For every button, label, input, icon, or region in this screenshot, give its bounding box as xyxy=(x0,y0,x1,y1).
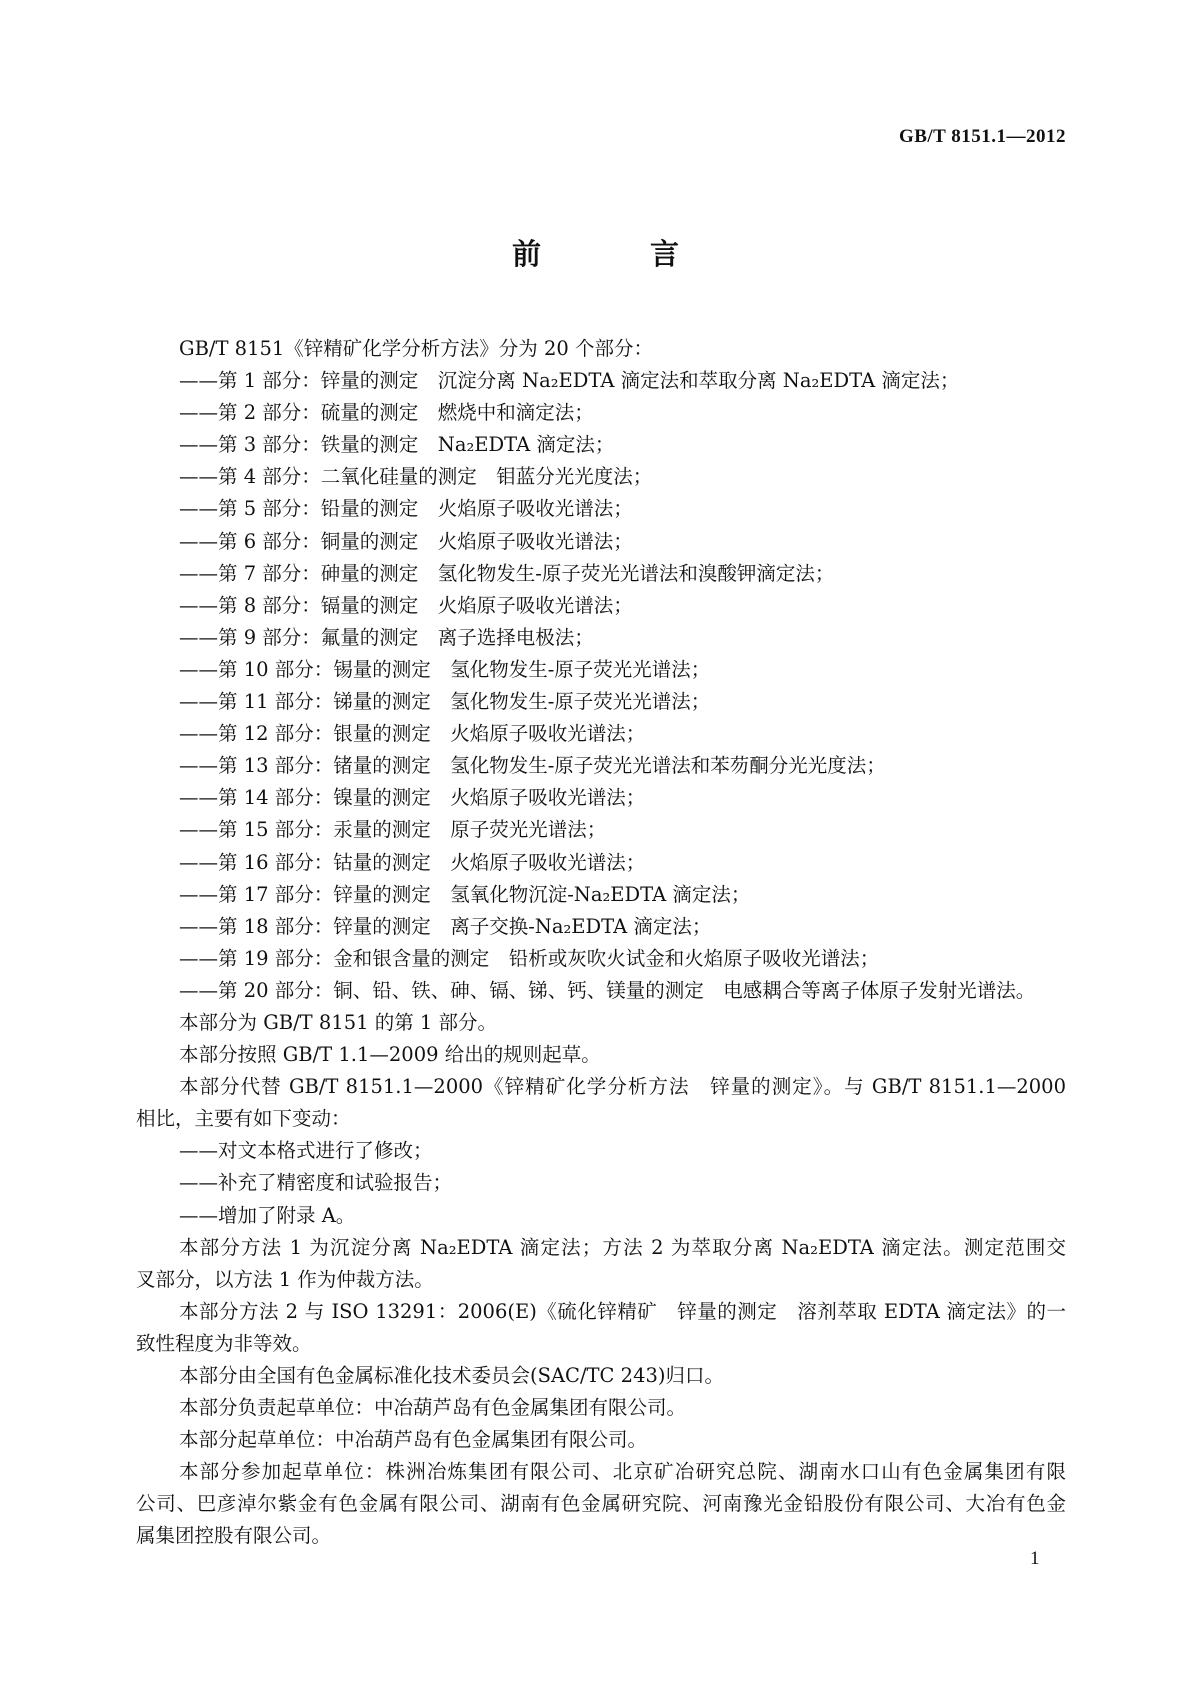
text-line: ——第 7 部分：砷量的测定 氢化物发生-原子荧光光谱法和溴酸钾滴定法； xyxy=(179,561,835,585)
text-line: 本部分由全国有色金属标准化技术委员会(SAC/TC 243)归口。 xyxy=(179,1364,724,1387)
text-line: 本部分方法 1 为沉淀分离 Na₂EDTA 滴定法；方法 2 为萃取分离 Na₂EDTA 滴定法。测定范围交 xyxy=(179,1235,1066,1259)
text-line: ——第 15 部分：汞量的测定 原子荧光光谱法； xyxy=(179,818,607,842)
text-line: GB/T 8151《锌精矿化学分析方法》分为 20 个部分： xyxy=(179,337,654,360)
text-line: ——第 14 部分：镍量的测定 火焰原子吸收光谱法； xyxy=(179,786,646,810)
text-line: 本部分按照 GB/T 1.1—2009 给出的规则起草。 xyxy=(179,1043,601,1067)
text-line: ——第 10 部分：锡量的测定 氢化物发生-原子荧光光谱法； xyxy=(179,657,711,681)
text-line: ——第 1 部分：锌量的测定 沉淀分离 Na₂EDTA 滴定法和萃取分离 Na₂EDTA 滴定法； xyxy=(179,369,960,393)
text-line: ——增加了附录 A。 xyxy=(179,1203,356,1227)
text-line: ——第 19 部分：金和银含量的测定 铅析或灰吹火试金和火焰原子吸收光谱法； xyxy=(179,946,880,970)
page-number: 1 xyxy=(1030,1548,1040,1569)
text-line: 本部分参加起草单位：株洲冶炼集团有限公司、北京矿冶研究总院、湖南水口山有色金属集团有限 xyxy=(179,1460,1066,1484)
text-line: ——第 4 部分：二氧化硅量的测定 钼蓝分光光度法； xyxy=(179,465,653,489)
text-line: ——第 2 部分：硫量的测定 燃烧中和滴定法； xyxy=(179,401,594,425)
text-line: ——对文本格式进行了修改； xyxy=(179,1139,433,1163)
standard-number: GB/T 8151.1—2012 xyxy=(898,126,1066,147)
text-line: ——第 3 部分：铁量的测定 Na₂EDTA 滴定法； xyxy=(179,433,615,457)
page-title: 前 言 xyxy=(511,237,719,271)
text-line: ——第 5 部分：铅量的测定 火焰原子吸收光谱法； xyxy=(179,497,633,521)
text-line: 本部分负责起草单位：中冶葫芦岛有色金属集团有限公司。 xyxy=(179,1396,687,1420)
text-line: ——补充了精密度和试验报告； xyxy=(179,1171,453,1195)
text-line: ——第 16 部分：钴量的测定 火焰原子吸收光谱法； xyxy=(179,850,646,874)
text-line: ——第 6 部分：铜量的测定 火焰原子吸收光谱法； xyxy=(179,529,633,553)
text-line: 公司、巴彦淖尔紫金有色金属有限公司、湖南有色金属研究院、河南豫光金铅股份有限公司、大冶有色金 xyxy=(136,1492,1066,1516)
text-line: 本部分起草单位：中冶葫芦岛有色金属集团有限公司。 xyxy=(179,1428,648,1452)
text-line: 本部分方法 2 与 ISO 13291：2006(E)《硫化锌精矿 锌量的测定 溶剂萃取 EDTA 滴定法》的一 xyxy=(179,1299,1066,1323)
text-line: ——第 20 部分：铜、铅、铁、砷、镉、锑、钙、镁量的测定 电感耦合等离子体原子发射光谱法。 xyxy=(179,978,1036,1002)
text-line: ——第 11 部分：锑量的测定 氢化物发生-原子荧光光谱法； xyxy=(179,690,711,714)
text-line: ——第 13 部分：锗量的测定 氢化物发生-原子荧光光谱法和苯芴酮分光光度法； xyxy=(179,754,886,778)
text-line: 致性程度为非等效。 xyxy=(136,1331,312,1355)
text-line: 相比，主要有如下变动： xyxy=(136,1107,351,1131)
text-line: ——第 12 部分：银量的测定 火焰原子吸收光谱法； xyxy=(179,722,646,746)
text-line: ——第 17 部分：锌量的测定 氢氧化物沉淀-Na₂EDTA 滴定法； xyxy=(179,882,751,906)
text-line: ——第 9 部分：氟量的测定 离子选择电极法； xyxy=(179,625,594,649)
text-line: 属集团控股有限公司。 xyxy=(136,1524,332,1548)
text-line: 本部分为 GB/T 8151 的第 1 部分。 xyxy=(179,1010,498,1034)
text-line: 本部分代替 GB/T 8151.1—2000《锌精矿化学分析方法 锌量的测定》。与 GB/T 8151.1—2000 xyxy=(179,1075,1066,1099)
text-line: ——第 8 部分：镉量的测定 火焰原子吸收光谱法； xyxy=(179,593,633,617)
text-line: ——第 18 部分：锌量的测定 离子交换-Na₂EDTA 滴定法； xyxy=(179,914,712,938)
text-line: 叉部分，以方法 1 作为仲裁方法。 xyxy=(136,1267,434,1291)
document-body xyxy=(136,333,1066,1553)
